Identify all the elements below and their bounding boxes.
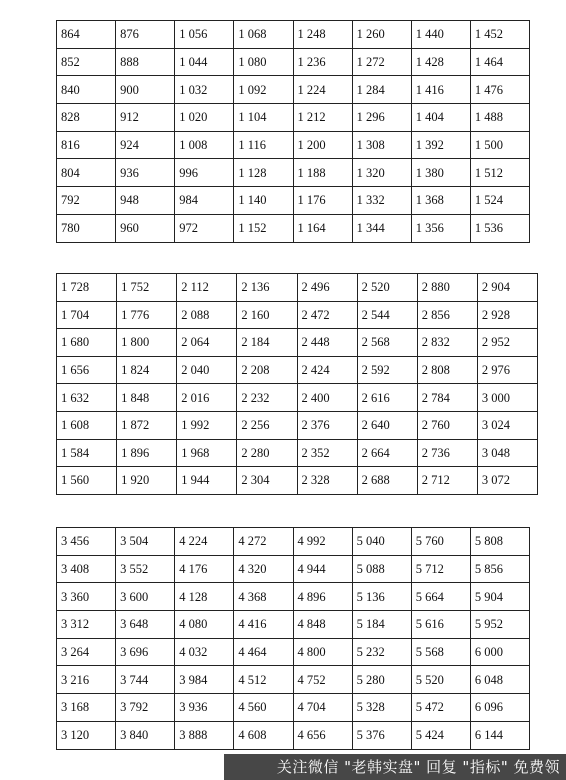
table-row <box>57 721 530 749</box>
table-cell: 5 088 <box>352 555 411 583</box>
table-cell: 3 312 <box>57 611 116 639</box>
table-cell: 1 332 <box>352 187 411 215</box>
table-cell: 3 456 <box>57 528 116 556</box>
table-cell: 3 696 <box>116 638 175 666</box>
table-row <box>57 159 530 187</box>
table-cell: 1 140 <box>234 187 293 215</box>
table-cell: 1 020 <box>175 104 234 132</box>
table-cell: 2 616 <box>357 384 417 412</box>
table-cell: 876 <box>116 21 175 49</box>
table-cell: 2 376 <box>297 411 357 439</box>
table-cell: 1 188 <box>293 159 352 187</box>
table-cell: 1 560 <box>57 467 117 495</box>
table-cell: 4 848 <box>293 611 352 639</box>
table-cell: 2 784 <box>417 384 477 412</box>
table-cell: 984 <box>175 187 234 215</box>
table-cell: 1 896 <box>117 439 177 467</box>
table-cell: 948 <box>116 187 175 215</box>
table-cell: 1 848 <box>117 384 177 412</box>
table-cell: 5 664 <box>411 583 470 611</box>
table-cell: 2 064 <box>177 329 237 357</box>
table-cell: 1 368 <box>411 187 470 215</box>
table-cell: 5 952 <box>470 611 529 639</box>
table-row <box>57 467 538 495</box>
table-cell: 1 260 <box>352 21 411 49</box>
table-cell: 2 328 <box>297 467 357 495</box>
table-cell: 972 <box>175 214 234 242</box>
table-cell: 2 712 <box>417 467 477 495</box>
table-cell: 3 984 <box>175 666 234 694</box>
table-cell: 1 056 <box>175 21 234 49</box>
table-cell: 1 536 <box>470 214 529 242</box>
table-row <box>57 21 530 49</box>
table-cell: 1 992 <box>177 411 237 439</box>
table-cell: 2 160 <box>237 301 297 329</box>
table-cell: 3 048 <box>477 439 537 467</box>
table-cell: 5 328 <box>352 694 411 722</box>
table-row <box>57 555 530 583</box>
table-cell: 2 424 <box>297 356 357 384</box>
table-row <box>57 611 530 639</box>
table-row <box>57 104 530 132</box>
table-cell: 5 904 <box>470 583 529 611</box>
table-cell: 1 248 <box>293 21 352 49</box>
table-cell: 2 184 <box>237 329 297 357</box>
table-cell: 1 608 <box>57 411 117 439</box>
table-cell: 3 168 <box>57 694 116 722</box>
table-cell: 4 272 <box>234 528 293 556</box>
table-cell: 1 200 <box>293 131 352 159</box>
table-cell: 4 224 <box>175 528 234 556</box>
table-cell: 816 <box>57 131 116 159</box>
table-cell: 912 <box>116 104 175 132</box>
table-cell: 2 520 <box>357 274 417 302</box>
table-cell: 888 <box>116 48 175 76</box>
table-cell: 2 088 <box>177 301 237 329</box>
table-cell: 3 648 <box>116 611 175 639</box>
table-cell: 780 <box>57 214 116 242</box>
table-cell: 936 <box>116 159 175 187</box>
table-cell: 1 176 <box>293 187 352 215</box>
table-cell: 2 760 <box>417 411 477 439</box>
table-cell: 2 232 <box>237 384 297 412</box>
table-cell: 4 464 <box>234 638 293 666</box>
table-cell: 5 616 <box>411 611 470 639</box>
table-cell: 3 792 <box>116 694 175 722</box>
table-cell: 4 080 <box>175 611 234 639</box>
table-cell: 2 040 <box>177 356 237 384</box>
table-row <box>57 384 538 412</box>
table-cell: 4 032 <box>175 638 234 666</box>
table-cell: 5 424 <box>411 721 470 749</box>
table-row <box>57 274 538 302</box>
table-cell: 3 936 <box>175 694 234 722</box>
table-cell: 5 568 <box>411 638 470 666</box>
table-cell: 2 136 <box>237 274 297 302</box>
table-cell: 5 808 <box>470 528 529 556</box>
table-cell: 1 104 <box>234 104 293 132</box>
table-row <box>57 214 530 242</box>
table-cell: 2 808 <box>417 356 477 384</box>
table-cell: 2 448 <box>297 329 357 357</box>
number-table-2 <box>56 273 538 495</box>
table-cell: 1 416 <box>411 76 470 104</box>
table-cell: 4 128 <box>175 583 234 611</box>
table-cell: 4 560 <box>234 694 293 722</box>
table-cell: 4 704 <box>293 694 352 722</box>
table-cell: 1 752 <box>117 274 177 302</box>
table-cell: 6 048 <box>470 666 529 694</box>
table-cell: 828 <box>57 104 116 132</box>
table-cell: 1 428 <box>411 48 470 76</box>
table-row <box>57 301 538 329</box>
table-cell: 2 016 <box>177 384 237 412</box>
table-cell: 3 552 <box>116 555 175 583</box>
number-table-1 <box>56 20 530 243</box>
table-cell: 1 632 <box>57 384 117 412</box>
table-row <box>57 76 530 104</box>
table-cell: 2 832 <box>417 329 477 357</box>
table-cell: 4 512 <box>234 666 293 694</box>
table-row <box>57 329 538 357</box>
table-cell: 1 452 <box>470 21 529 49</box>
table-cell: 5 184 <box>352 611 411 639</box>
table-cell: 1 476 <box>470 76 529 104</box>
number-table-3 <box>56 527 530 750</box>
table-cell: 1 524 <box>470 187 529 215</box>
table-cell: 5 376 <box>352 721 411 749</box>
table-cell: 5 520 <box>411 666 470 694</box>
table-cell: 1 704 <box>57 301 117 329</box>
table-row <box>57 694 530 722</box>
table-cell: 1 272 <box>352 48 411 76</box>
table-cell: 3 408 <box>57 555 116 583</box>
table-cell: 2 496 <box>297 274 357 302</box>
table-cell: 4 176 <box>175 555 234 583</box>
table-cell: 1 968 <box>177 439 237 467</box>
table-cell: 3 360 <box>57 583 116 611</box>
table-cell: 1 464 <box>470 48 529 76</box>
table-row <box>57 439 538 467</box>
table-cell: 2 400 <box>297 384 357 412</box>
table-cell: 2 928 <box>477 301 537 329</box>
table-cell: 1 080 <box>234 48 293 76</box>
table-cell: 4 896 <box>293 583 352 611</box>
table-cell: 3 000 <box>477 384 537 412</box>
table-cell: 1 044 <box>175 48 234 76</box>
table-cell: 1 944 <box>177 467 237 495</box>
table-cell: 4 368 <box>234 583 293 611</box>
table-cell: 1 356 <box>411 214 470 242</box>
table-cell: 804 <box>57 159 116 187</box>
table-cell: 2 664 <box>357 439 417 467</box>
table-row <box>57 48 530 76</box>
table-row <box>57 583 530 611</box>
table-row <box>57 131 530 159</box>
table-cell: 2 736 <box>417 439 477 467</box>
table-cell: 1 308 <box>352 131 411 159</box>
table-cell: 1 512 <box>470 159 529 187</box>
table-cell: 840 <box>57 76 116 104</box>
table-cell: 5 760 <box>411 528 470 556</box>
table-cell: 2 976 <box>477 356 537 384</box>
table-cell: 5 712 <box>411 555 470 583</box>
table-cell: 2 880 <box>417 274 477 302</box>
table-cell: 1 656 <box>57 356 117 384</box>
table-cell: 4 416 <box>234 611 293 639</box>
table-row <box>57 356 538 384</box>
table-cell: 1 296 <box>352 104 411 132</box>
table-cell: 2 592 <box>357 356 417 384</box>
table-cell: 1 680 <box>57 329 117 357</box>
table-cell: 2 304 <box>237 467 297 495</box>
table-row <box>57 638 530 666</box>
table-cell: 996 <box>175 159 234 187</box>
watermark-banner: 关注微信 "老韩实盘" 回复 "指标" 免费领 <box>224 754 566 780</box>
table-cell: 4 944 <box>293 555 352 583</box>
table-cell: 1 284 <box>352 76 411 104</box>
table-cell: 792 <box>57 187 116 215</box>
table-cell: 2 280 <box>237 439 297 467</box>
table-cell: 1 068 <box>234 21 293 49</box>
table-cell: 1 344 <box>352 214 411 242</box>
table-cell: 1 776 <box>117 301 177 329</box>
table-cell: 1 392 <box>411 131 470 159</box>
table-cell: 2 112 <box>177 274 237 302</box>
table-cell: 1 920 <box>117 467 177 495</box>
table-cell: 1 032 <box>175 76 234 104</box>
table-cell: 1 404 <box>411 104 470 132</box>
table-cell: 3 072 <box>477 467 537 495</box>
table-cell: 4 656 <box>293 721 352 749</box>
table-cell: 2 688 <box>357 467 417 495</box>
table-cell: 5 280 <box>352 666 411 694</box>
table-cell: 1 500 <box>470 131 529 159</box>
table-cell: 1 728 <box>57 274 117 302</box>
table-cell: 2 352 <box>297 439 357 467</box>
table-cell: 1 584 <box>57 439 117 467</box>
table-cell: 1 872 <box>117 411 177 439</box>
table-cell: 3 744 <box>116 666 175 694</box>
table-cell: 4 320 <box>234 555 293 583</box>
table-cell: 1 152 <box>234 214 293 242</box>
table-cell: 1 212 <box>293 104 352 132</box>
table-row <box>57 187 530 215</box>
table-row <box>57 666 530 694</box>
table-cell: 6 096 <box>470 694 529 722</box>
table-cell: 3 840 <box>116 721 175 749</box>
table-cell: 1 092 <box>234 76 293 104</box>
table-cell: 3 024 <box>477 411 537 439</box>
table-cell: 5 040 <box>352 528 411 556</box>
table-row <box>57 411 538 439</box>
table-cell: 3 264 <box>57 638 116 666</box>
table-cell: 6 144 <box>470 721 529 749</box>
table-cell: 3 216 <box>57 666 116 694</box>
table-cell: 1 116 <box>234 131 293 159</box>
table-cell: 864 <box>57 21 116 49</box>
table-cell: 5 472 <box>411 694 470 722</box>
table-cell: 4 992 <box>293 528 352 556</box>
table-cell: 1 128 <box>234 159 293 187</box>
table-cell: 1 008 <box>175 131 234 159</box>
table-cell: 4 608 <box>234 721 293 749</box>
table-cell: 2 544 <box>357 301 417 329</box>
table-cell: 1 320 <box>352 159 411 187</box>
table-cell: 2 904 <box>477 274 537 302</box>
table-cell: 3 504 <box>116 528 175 556</box>
table-cell: 900 <box>116 76 175 104</box>
table-cell: 3 600 <box>116 583 175 611</box>
table-cell: 1 800 <box>117 329 177 357</box>
table-cell: 960 <box>116 214 175 242</box>
table-cell: 924 <box>116 131 175 159</box>
table-cell: 1 236 <box>293 48 352 76</box>
table-cell: 1 488 <box>470 104 529 132</box>
table-cell: 6 000 <box>470 638 529 666</box>
table-cell: 4 800 <box>293 638 352 666</box>
table-cell: 1 224 <box>293 76 352 104</box>
table-cell: 1 164 <box>293 214 352 242</box>
table-cell: 852 <box>57 48 116 76</box>
table-cell: 4 752 <box>293 666 352 694</box>
table-cell: 1 380 <box>411 159 470 187</box>
table-cell: 2 568 <box>357 329 417 357</box>
table-cell: 5 856 <box>470 555 529 583</box>
table-row <box>57 528 530 556</box>
table-cell: 5 136 <box>352 583 411 611</box>
table-cell: 3 120 <box>57 721 116 749</box>
table-cell: 3 888 <box>175 721 234 749</box>
table-cell: 2 952 <box>477 329 537 357</box>
table-cell: 2 640 <box>357 411 417 439</box>
table-cell: 1 824 <box>117 356 177 384</box>
table-cell: 5 232 <box>352 638 411 666</box>
table-cell: 2 472 <box>297 301 357 329</box>
table-cell: 1 440 <box>411 21 470 49</box>
table-cell: 2 208 <box>237 356 297 384</box>
table-cell: 2 256 <box>237 411 297 439</box>
table-cell: 2 856 <box>417 301 477 329</box>
